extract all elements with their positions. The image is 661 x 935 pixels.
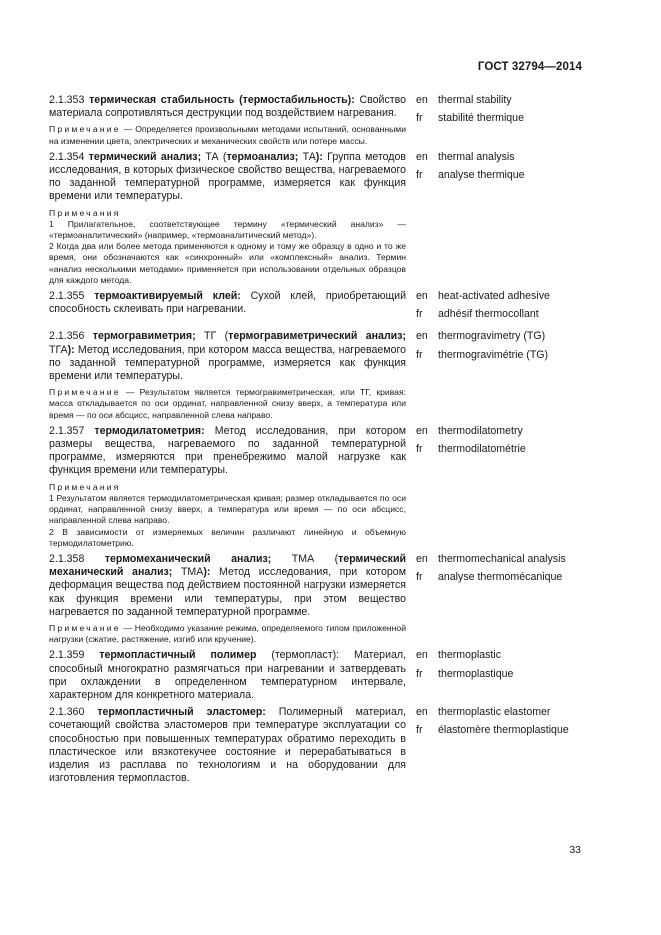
term-translations [406, 425, 589, 549]
note-label: Примечание [49, 387, 121, 398]
definition-text: Группа методов исследования, в которых физическое свойство вещества, нагреваемого по заданной температурной программе, измеряется как функция времени или температуры. [49, 150, 406, 203]
term-definition: 2.1.354 термический анализ; ТА (термоанализ; ТА): Группа методов исследования, в которых физическое свойство вещества, нагреваемого по заданной температурной программе, измеряется как функция времени или температуры. [49, 150, 406, 203]
translation-en: en thermogravimetry (TG) [416, 330, 546, 343]
term-number: 2.1.359 [49, 649, 85, 662]
definition-text: Метод исследования, при котором масса вещества, нагреваемого по заданной температурной программе, измеряется как функция времени или температуры. [49, 343, 406, 383]
note-item: 1 Прилагательное, соответствующее термину «термический анализ» — «термоаналитический» (например, «термоаналитический метод»). [49, 218, 406, 241]
translation-en: en thermoplastic elastomer [416, 706, 551, 719]
translation-en: en thermomechanical analysis [416, 552, 566, 565]
term-name: термическая стабильность (термостабильность): [89, 94, 355, 106]
term-name: термопластичный полимер [99, 649, 257, 662]
term-translations [406, 706, 589, 785]
term-russian [49, 553, 406, 645]
term-entry-2-1-355 [49, 290, 589, 326]
term-number: 2.1.353 [49, 94, 85, 106]
term-entry-2-1-353 [49, 94, 589, 147]
note-label: Примечание [49, 622, 121, 633]
translation-en: en thermodilatometry [416, 424, 523, 437]
definition-text: Сухой клей, приобретающий способность склеивать при нагревании. [49, 290, 406, 316]
term-russian [49, 151, 406, 286]
page-number: 33 [569, 844, 581, 856]
term-name: термопластичный эластомер: [97, 706, 266, 719]
term-synonym: термогравиметрический анализ; [228, 330, 406, 343]
term-definition: 2.1.358 термомеханический анализ; ТМА (термический механический анализ; ТМА): Метод исследования, при котором деформация вещества под действием постоянной нагрузки измеряется как функция времени или температуры, при этом вещество нагревается по заданной температурной программе. [49, 552, 406, 618]
term-notes [49, 208, 406, 286]
document-header: ГОСТ 32794—2014 [477, 61, 582, 73]
definition-text: Полимерный материал, сочетающий свойства эластомеров при температуре эксплуатации со способностью при повышенных температурах обратимо переходить в пластическое или вязкотекучее состояние и перерабатываться в изделия из расплава по технологиям и на оборудовании для изготовления термопластов. [49, 706, 406, 785]
note-label: Примечания [49, 481, 121, 492]
term-name: термомеханический анализ; [104, 552, 272, 565]
term-russian [49, 290, 406, 326]
note-item: 2 В зависимости от измеряемых величин различают линейную и объемную термодилатометрию. [49, 526, 406, 548]
term-russian [49, 649, 406, 702]
term-translations [406, 553, 589, 645]
term-number: 2.1.356 [49, 330, 85, 343]
term-entry-2-1-359 [49, 649, 589, 702]
note-label: Примечание [49, 124, 121, 135]
translation-fr: fr analyse thermomécanique [416, 571, 563, 584]
term-number: 2.1.354 [49, 150, 85, 163]
term-translations [406, 290, 589, 326]
term-name: термоактивируемый клей: [94, 290, 241, 303]
translation-en: en thermal analysis [416, 150, 515, 163]
term-russian [49, 706, 406, 785]
translation-fr: fr stabilité thermique [416, 112, 524, 125]
term-translations [406, 330, 589, 420]
term-russian [49, 425, 406, 549]
term-russian [49, 94, 406, 147]
term-entry-2-1-356 [49, 330, 589, 420]
term-definition [49, 425, 406, 478]
term-definition [49, 290, 406, 316]
term-name: термодилатометрия: [94, 424, 205, 437]
term-notes [49, 482, 406, 549]
translation-fr: fr analyse thermique [416, 169, 525, 182]
term-name: термогравиметрия; [92, 330, 196, 343]
note-text: Результатом является термогравиметрическая, или ТГ, кривая: масса откладывается по оси ординат, направленной снизу вверх, а температура или время — по оси абсцисс, направленной слева направо. [49, 387, 406, 420]
definition-text: Свойство материала сопротивляться деструкции под воздействием нагревания. [49, 94, 406, 120]
term-translations [406, 151, 589, 286]
translation-en: en heat-activated adhesive [416, 290, 550, 303]
translation-fr: fr élastomère thermoplastique [416, 724, 569, 737]
note-label: Примечания [49, 207, 121, 218]
term-translations [406, 94, 589, 147]
definition-text: Метод исследования, при котором размеры вещества, нагреваемого по заданной температурной программе, измеряются при пренебрежимо малой нагрузке как функция времени или температуры. [49, 424, 406, 477]
term-definition [49, 94, 406, 120]
term-entry-2-1-360 [49, 706, 589, 785]
term-entry-2-1-354 [49, 151, 589, 286]
term-number: 2.1.360 [49, 706, 85, 719]
term-entry-2-1-357 [49, 425, 589, 549]
translation-fr: fr adhésif thermocollant [416, 308, 539, 321]
translation-fr: fr thermoplastique [416, 667, 514, 680]
term-definition: 2.1.356 термогравиметрия; ТГ (термогравиметрический анализ; ТГА): Метод исследования, при котором масса вещества, нагреваемого по заданной температурной программе, измеряется как функция времени или температуры. [49, 330, 406, 383]
term-note: Примечание — Результатом является термогравиметрическая, или ТГ, кривая: масса откладывается по оси ординат, направленной снизу вверх, а температура или время — по оси абсцисс, направленной слева направо. [49, 387, 406, 420]
term-synonym: термический механический анализ; [49, 552, 406, 579]
term-note: Примечание — Необходимо указание режима, определяемого типом приложенной нагрузки (сжатие, растяжение, изгиб или кручение). [49, 622, 406, 645]
terms-list [49, 94, 589, 789]
translation-fr: fr thermodilatométrie [416, 443, 526, 456]
note-text: Определяется произвольными методами испытаний, основанными на изменении цвета, электрических и механических свойств или потере массы. [49, 124, 406, 146]
translation-fr: fr thermogravimétrie (TG) [416, 348, 549, 361]
term-definition [49, 706, 406, 785]
term-definition [49, 649, 406, 702]
term-number: 2.1.358 [49, 552, 85, 565]
note-item: 2 Когда два или более метода применяются к одному и тому же образцу в одно и то же время, они обозначаются как «синхронный» или «комплексный» анализ. Термин «анализ несколькими методами» применяется при использовании отдельных образцов для каждого метода. [49, 241, 406, 285]
term-translations [406, 649, 589, 702]
term-number: 2.1.355 [49, 290, 85, 303]
translation-en: en thermal stability [416, 94, 512, 106]
note-item: 1 Результатом является термодилатометрическая кривая; размер откладывается по оси ординат, направленной снизу вверх, а температура или время — по оси абсцисс, направленной слева направо. [49, 492, 406, 526]
term-entry-2-1-358 [49, 553, 589, 645]
term-number: 2.1.357 [49, 424, 85, 437]
term-name: термический анализ; [88, 150, 202, 163]
note-text: Необходимо указание режима, определяемого типом приложенной нагрузки (сжатие, растяжение, изгиб или кручение). [49, 622, 406, 645]
definition-text: (термопласт): Материал, способный многократно размягчаться при нагревании и затвердевать при охлаждении в определенном температурном интервале, характерном для конкретного материала. [49, 649, 407, 701]
translation-en: en thermoplastic [416, 649, 501, 662]
term-note: Примечание — Определяется произвольными методами испытаний, основанными на изменении цвета, электрических и механических свойств или потере массы. [49, 124, 406, 146]
term-synonym: термоанализ; [226, 150, 299, 163]
term-russian [49, 330, 406, 420]
definition-text: Метод исследования, при котором деформация вещества под действием постоянной нагрузки измеряется как функция времени или температуры, при этом вещество нагревается по заданной температурной программе. [49, 566, 406, 618]
